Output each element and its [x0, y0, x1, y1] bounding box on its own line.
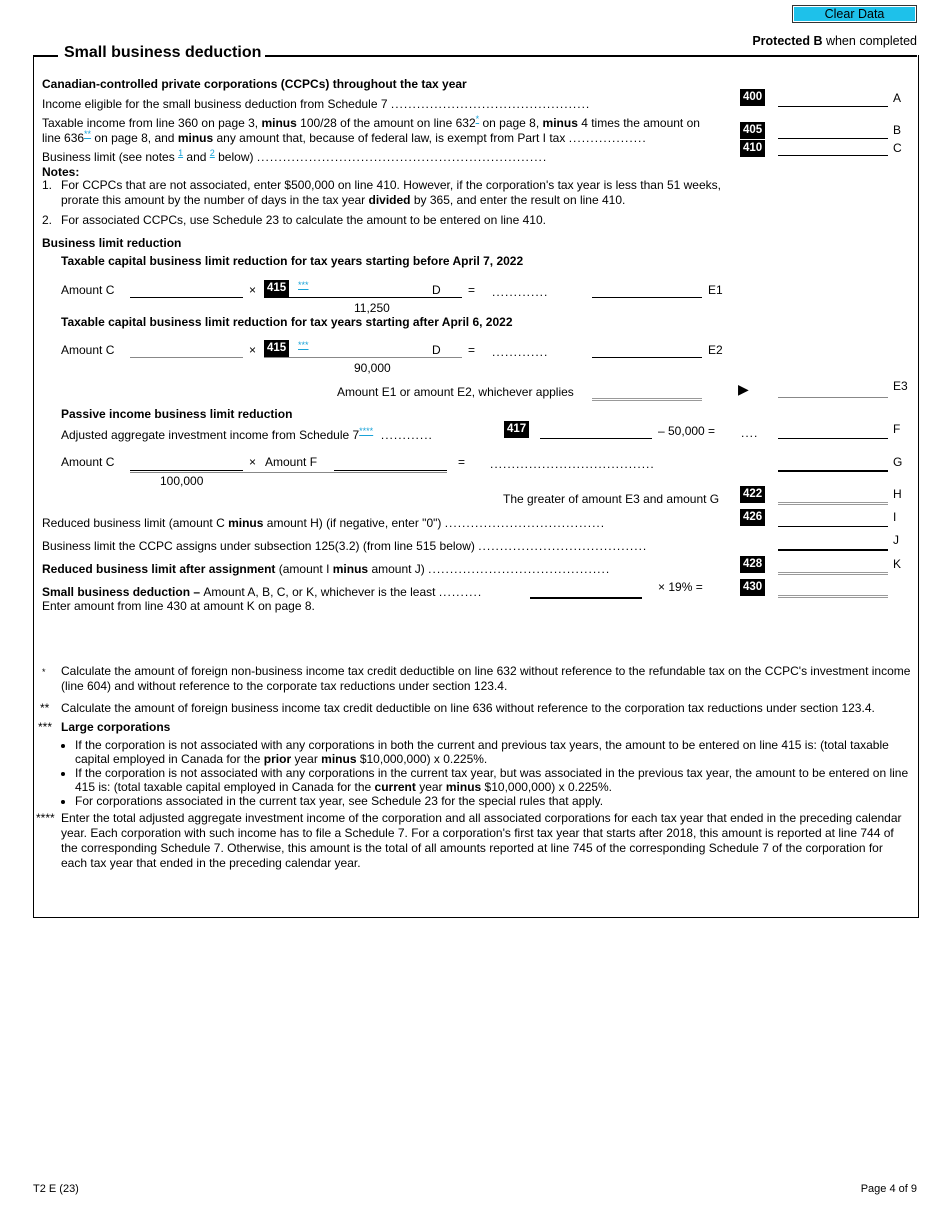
amount-c-label: Amount C [61, 283, 115, 297]
letter-e2: E2 [708, 343, 723, 357]
t: amount H) (if negative, enter "0") [263, 516, 442, 530]
t: (amount I [275, 562, 333, 576]
dots: ...................................... [490, 457, 655, 471]
t: Business limit the CCPC assigns under subsection 125(3.2) (from line 515 below) [42, 539, 475, 553]
line-422-label: The greater of amount E3 and amount G [503, 492, 720, 506]
note-link[interactable]: 1 [178, 148, 184, 158]
t: year [291, 752, 322, 766]
fraction-line [264, 297, 462, 298]
times-sign: × [249, 455, 257, 469]
t: Business limit (see notes [42, 150, 179, 164]
d-label: D [432, 283, 441, 297]
times-sign: × [249, 283, 257, 297]
fn3-item [75, 766, 920, 794]
line-430-note: Enter amount from line 430 at amount K on page 8. [42, 599, 315, 613]
amount-c-label: Amount C [61, 343, 115, 357]
rate-19: × 19% = [658, 580, 703, 594]
line-j-label: Business limit the CCPC assigns under subsection 125(3.2) (from line 515 below) ....................................... [42, 539, 648, 553]
g-amount-c-input[interactable] [130, 456, 243, 471]
f-input[interactable] [778, 424, 888, 439]
line-410-label: Business limit (see notes $^1$ and $^2$ below) ................................................................... [42, 148, 548, 164]
tc1-heading: Taxable capital business limit reduction for tax years starting before April 7, 2022 [61, 254, 524, 268]
line-405-label-2: line 636** on page 8, and minus any amount that, because of federal law, is exempt from Part I tax .................. [42, 129, 647, 145]
line-400-text: Income eligible for the small business deduction from Schedule 7 [42, 97, 388, 111]
fn1-text: Calculate the amount of foreign non-business income tax credit deductible on line 632 without reference to the refundable tax on the CCPC's investment income (line 604) and without reference to the corporate tax reductions under section 123.4. [61, 664, 911, 693]
t: minus [321, 752, 357, 766]
letter-f: F [893, 422, 901, 436]
arrow-right-icon: ▶ [738, 381, 749, 397]
t: 100/28 of the amount on line 632 [296, 116, 476, 130]
t: Adjusted aggregate investment income from Schedule 7 [61, 428, 360, 442]
e2-amount-c-input[interactable] [130, 343, 243, 358]
t: Reduced business limit (amount C [42, 516, 229, 530]
letter-h: H [893, 487, 902, 501]
fn4-mark: **** [36, 811, 55, 825]
line-400-label: Income eligible for the small business deduction from Schedule 7 .............................................. [42, 97, 591, 111]
letter-k: K [893, 557, 902, 571]
times-sign: × [249, 343, 257, 357]
e1-e2-field[interactable] [592, 384, 702, 401]
note-2-text: For associated CCPCs, use Schedule 23 to calculate the amount to be entered on line 410. [61, 213, 546, 227]
line-417-input[interactable] [540, 424, 652, 439]
t: any amount that, because of federal law, is exempt from Part I tax [213, 131, 566, 145]
note-link[interactable]: 2 [209, 148, 215, 158]
code-426: 426 [740, 509, 765, 526]
t: on page 8, [479, 116, 543, 130]
code-428: 428 [740, 556, 765, 573]
fraction-line [264, 357, 462, 358]
dots: .... [741, 426, 759, 440]
line-428-label: Reduced business limit after assignment (amount I minus amount J) .......................................... [42, 562, 611, 576]
blr-heading: Business limit reduction [42, 236, 182, 250]
line-405-input[interactable] [778, 124, 888, 139]
e3-label: Amount E1 or amount E2, whichever applies [337, 385, 574, 399]
t: year [415, 780, 446, 794]
t: Reduced business limit after assignment [42, 562, 276, 576]
t: amount J) [368, 562, 425, 576]
amount-f-label: Amount F [265, 455, 318, 469]
code-415: 415 [264, 340, 289, 357]
protected-label [752, 34, 917, 48]
line-430-input[interactable] [778, 581, 888, 598]
note-1-num: 1. [42, 178, 53, 192]
t: If the corporation is not associated with any corporations in the current tax year, but was associated in the previous tax year, the amount to be entered on line 415 is: (total taxable capital employed in Canada for the [75, 766, 909, 794]
line-428-input[interactable] [778, 558, 888, 575]
fn3-mark: *** [38, 720, 53, 734]
protected-b: Protected B [752, 34, 823, 48]
line-422-input[interactable] [778, 488, 888, 505]
page-number: Page 4 of 9 [860, 1183, 917, 1195]
footnote-link[interactable]: **** [359, 426, 374, 436]
line-400-input[interactable] [778, 92, 888, 107]
equals-sign: = [468, 343, 476, 357]
line-430-label: Small business deduction – Amount A, B, C, or K, whichever is the least .......... [42, 585, 483, 599]
line-405-label [42, 114, 700, 130]
line-426-input[interactable] [778, 512, 888, 527]
fn2-mark: ** [40, 701, 50, 715]
divider [265, 55, 917, 57]
dots: ............. [492, 285, 549, 299]
form-id: T2 E (23) [33, 1183, 79, 1195]
line-410-input[interactable] [778, 141, 888, 156]
fn3-item: • For corporations associated in the current tax year, see Schedule 23 for the special rules that apply. [75, 794, 920, 808]
d-label: D [432, 343, 441, 357]
code-422: 422 [740, 486, 765, 503]
notes-heading: Notes: [42, 165, 80, 179]
letter-i: I [893, 510, 897, 524]
tc2-heading: Taxable capital business limit reduction for tax years starting after April 6, 2022 [61, 315, 513, 329]
code-417: 417 [504, 421, 529, 438]
clear-data-button[interactable]: Clear Data [792, 5, 917, 23]
note-2-num: 2. [42, 213, 53, 227]
e1-input[interactable] [592, 283, 702, 298]
passive-heading: Passive income business limit reduction [61, 407, 293, 421]
letter-j: J [893, 533, 899, 547]
equals-sign: = [468, 283, 476, 297]
code-415: 415 [264, 280, 289, 297]
footnote-link[interactable]: * [475, 114, 480, 124]
e1-amount-c-input[interactable] [130, 283, 243, 298]
letter-g: G [893, 455, 903, 469]
e3-input[interactable] [778, 383, 888, 398]
footnote-link[interactable]: *** [298, 340, 309, 350]
fn3-list [61, 738, 920, 808]
letter-e3: E3 [893, 379, 908, 393]
t: Taxable income from line 360 on page 3, [42, 116, 262, 130]
letter-c: C [893, 141, 902, 155]
letter-a: A [893, 91, 902, 105]
t: minus [177, 131, 214, 145]
ccpc-heading: Canadian-controlled private corporations (CCPCs) throughout the tax year [42, 77, 467, 91]
fraction-line [130, 472, 447, 473]
fn1-mark: * [42, 667, 46, 677]
note-1-line1: For CCPCs that are not associated, enter $500,000 on line 410. However, if the corporation's tax year is less than 51 weeks, [61, 178, 721, 192]
t: 4 times the amount on [577, 116, 700, 130]
t: divided [368, 193, 411, 207]
dots: ............. [492, 345, 549, 359]
t: minus [261, 116, 297, 130]
t: minus [332, 562, 369, 576]
t: minus [445, 780, 482, 794]
j-input[interactable] [778, 535, 888, 551]
fn3-item [75, 738, 920, 766]
divider [33, 55, 58, 57]
section-title: Small business deduction [64, 44, 262, 61]
line-417-label: Adjusted aggregate investment income from Schedule 7**** ............ [61, 426, 433, 442]
code-430: 430 [740, 579, 765, 596]
amount-f-input[interactable] [334, 456, 447, 471]
t: minus [542, 116, 578, 130]
denominator-100000: 100,000 [160, 474, 204, 488]
t: by 365, and enter the result on line 410. [410, 193, 626, 207]
minus-50000: – 50,000 = [658, 424, 716, 438]
t: $10,000,000) x 0.225%. [356, 752, 488, 766]
footnote-link[interactable]: ** [84, 129, 92, 139]
t: Amount A, B, C, or K, whichever is the least [203, 585, 436, 599]
code-400: 400 [740, 89, 765, 106]
t: prior [263, 752, 292, 766]
t: prorate this amount by the number of days in the tax year [61, 193, 369, 207]
code-405: 405 [740, 122, 765, 139]
e2-input[interactable] [592, 343, 702, 358]
footnote-link[interactable]: *** [298, 280, 309, 290]
line-426-label: Reduced business limit (amount C minus amount H) (if negative, enter "0") ..................................... [42, 516, 606, 530]
fn3-heading: Large corporations [61, 720, 171, 734]
t: and [183, 150, 210, 164]
note-1-line2 [61, 193, 625, 207]
t: line 636 [42, 131, 85, 145]
t: below) [214, 150, 254, 164]
t: Small business deduction – [42, 585, 204, 599]
fn2-text: Calculate the amount of foreign business income tax credit deductible on line 636 without reference to the corporation tax reductions under section 123.4. [61, 701, 875, 715]
letter-b: B [893, 123, 902, 137]
least-amount-input[interactable] [530, 583, 642, 599]
t: minus [228, 516, 264, 530]
denominator-90000: 90,000 [354, 361, 391, 375]
equals-sign: = [458, 455, 466, 469]
letter-e1: E1 [708, 283, 723, 297]
denominator-11250: 11,250 [354, 301, 390, 315]
t: current [374, 780, 416, 794]
amount-c-label: Amount C [61, 455, 115, 469]
protected-rest: when completed [822, 34, 917, 48]
t: on page 8, and [91, 131, 178, 145]
fn4-text: Enter the total adjusted aggregate investment income of the corporation and all associated corporations for each tax year that ended in the preceding calendar year. Each corporation with such income has to file a Schedule 7. For a corporation's first tax year that starts after 2018, this amount is reported at line 744 of the corresponding Schedule 7. Otherwise, this amount is the total of all amounts reported at line 745 of the corresponding Schedule 7 of the corporation for each tax year that ended in the preceding calendar year. [61, 811, 902, 870]
g-input[interactable] [778, 456, 888, 472]
t: $10,000,000) x 0.225%. [481, 780, 612, 794]
code-410: 410 [740, 140, 765, 157]
t: If the corporation is not associated with any corporations in both the current and previous tax years, the amount to be entered on line 415 is: (total taxable capital employed in Canada for the [75, 738, 889, 766]
